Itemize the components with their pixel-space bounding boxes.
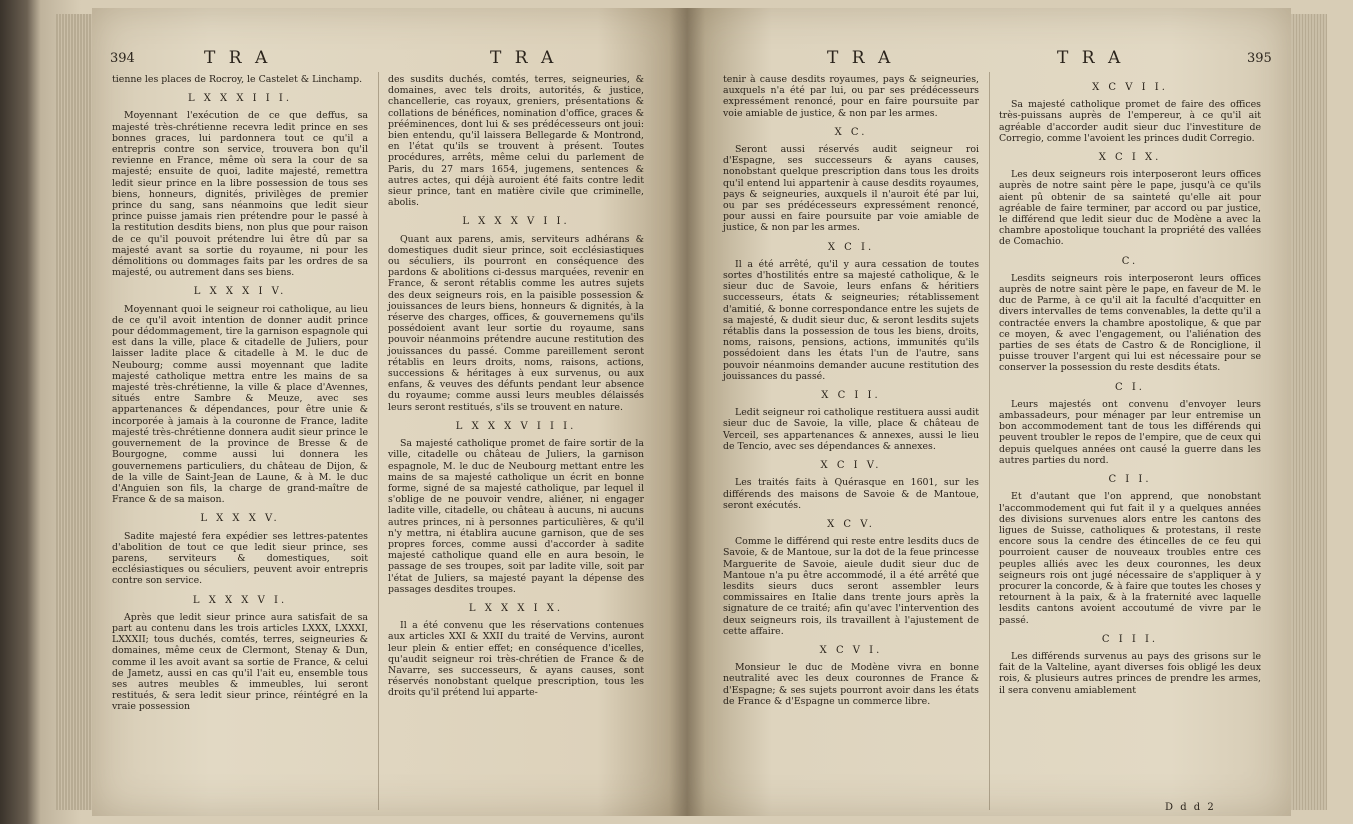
article-paragraph: Après que ledit sieur prince aura satisfait de sa part au contenu dans les trois articles LXXX, LXXXI, LXXXII; tous duchés, comtés, terres, seigneuries & domaines, même ceux de Clermont, Stenay & Dun, comme il les avoit avant sa sortie de France, & celui de Jametz, aussi en cas qu'il l'ait eu, ensemble tous ses autres meubles & immeubles, lui seront restitués, & sera ledit sieur prince, réintégré en la vraie possession [112, 611, 368, 713]
article-paragraph: Monsieur le duc de Modène vivra en bonne neutralité avec les deux couronnes de France & d'Espagne; & ses sujets pourront avoir dans les états de France & d'Espagne un commerce libre. [723, 662, 979, 707]
article-paragraph: Comme le différend qui reste entre lesdits ducs de Savoie, & de Mantoue, sur la dot de la feue princesse Marguerite de Savoie, aieule dudit sieur duc de Mantoue n'a pu être accommodé, il a été arrêté que lesdits sieurs ducs seront assembler leurs commissaires en Italie dans trente jours après la signature de ce traité; afin qu'avec l'intervention des deux seigneurs rois, ils travaillent à l'ajustement de cette affaire. [723, 536, 979, 637]
article-heading: L X X X I X. [468, 602, 564, 614]
article-heading: L X X X V. [200, 513, 280, 525]
column-divider [378, 72, 379, 810]
article-heading: X C V. [827, 518, 875, 530]
article-paragraph: tenir à cause desdits royaumes, pays & seigneuries, auxquels n'a été par lui, ou par ses prédécesseurs expressément renoncé, pour en faire poursuite par voie amiable de justice, & non par les armes. [723, 74, 979, 119]
article-heading: X C. [834, 126, 868, 138]
article-heading: X C I. [827, 241, 875, 253]
running-head-left-col1: T R A [204, 48, 272, 68]
signature-mark: D d d 2 [1165, 802, 1216, 813]
article-paragraph: Les traités faits à Quérasque en 1601, sur les différends des maisons de Savoie & de Mantoue, seront exécutés. [723, 477, 979, 511]
article-heading: X C I X. [1098, 152, 1162, 164]
page-edges-left [56, 14, 92, 810]
right-page-column-1 [723, 74, 979, 707]
article-paragraph: Sadite majesté fera expédier ses lettres-patentes d'abolition de tout ce que ledit sieur prince, ses parens, serviteurs & domestiques, soit ecclésiastiques ou séculiers, peuvent avoir entrepris contre son service. [112, 530, 368, 587]
article-paragraph: Il a été convenu que les réservations contenues aux articles XXI & XXII du traité de Vervins, auront leur plein & entier effet; en conséquence d'icelles, qu'audit seigneur roi très-chrétien de France & de Navarre, ses successeurs, & ayans causes, sont réservés nonobstant quelque prescription, tous les droits qu'il prétend lui apparte- [388, 620, 644, 699]
right-page-column-2 [999, 74, 1261, 696]
article-paragraph: des susdits duchés, comtés, terres, seigneuries, & domaines, avec tels droits, autorités, & justice, chancellerie, cas royaux, greniers, présentations & collations de bénéfices, nomination d'office, graces & prééminences, dont lui & ses prédécesseurs ont joui: bien entendu, qu'il laissera Bellegarde & Montrond, en l'état qu'ils se trouvent à présent. Toutes procédures, arrêts, même celui du parlement de Paris, du 27 mars 1654, jugemens, sentences & autres actes, qui déjà auroient été faits contre ledit sieur prince, tant en matière civile que criminelle, abolis. [388, 74, 644, 209]
article-heading: C I. [1115, 381, 1145, 393]
article-heading: C I I. [1108, 474, 1152, 486]
left-page-column-2 [388, 74, 644, 699]
page-edges-right [1291, 14, 1327, 810]
article-paragraph: Moyennant l'exécution de ce que deffus, sa majesté très-chrétienne recevra ledit prince en ses bonnes graces, lui pardonnera tout ce qu'il a entrepris contre son service, trouvera bon qu'il revienne en France, même où sera la cour de sa majesté; ensuite de quoi, ladite majesté, remettra ledit sieur prince en la libre possession de tous ses biens, honneurs, dignités, privilèges de premier prince du sang, sans néanmoins que ledit sieur prince puisse jamais rien prétendre pour le passé à la restitution desdits biens, non plus que pour raison de ce qu'il pouvoit prétendre lui être dû par sa majesté avant sa sortie du royaume, ni pour les démolitions ou dommages faits par les ordres de sa majesté, ou autrement dans ses biens. [112, 110, 368, 279]
article-paragraph: Leurs majestés ont convenu d'envoyer leurs ambassadeurs, pour ménager par leur entremise un bon accommodement tant de tous les différends qui peuvent troubler le repos de l'empire, que de ceux qui depuis quelques années ont causé la guerre dans les autres parties du nord. [999, 398, 1261, 466]
article-paragraph: Ledit seigneur roi catholique restituera aussi audit sieur duc de Savoie, la ville, place & château de Verceil, ses appartenances & annexes, aussi le lieu de Tencio, avec ses dépendances & annexes. [723, 407, 979, 452]
article-heading: X C V I I. [1092, 82, 1168, 93]
running-head-right-col2: T R A [1057, 48, 1125, 68]
article-heading: X C V I. [819, 644, 883, 656]
running-head-right-col1: T R A [827, 48, 895, 68]
article-heading: C. [1121, 255, 1139, 267]
left-page [92, 8, 687, 816]
article-paragraph: Sa majesté catholique promet de faire des offices très-puissans auprès de l'empereur, à ce qu'il ait agréable d'accorder audit sieur duc l'investiture de Corregio, comme l'avoient les princes dudit Corregio. [999, 99, 1261, 144]
article-paragraph: Et d'autant que l'on apprend, que nonobstant l'accommodement qui fut fait il y a quelques années des divisions survenues alors entre les cantons des ligues de Suisse, catholiques & protestans, il reste encore sous la cendre des étincelles de ce feu qui pourroient causer de nouveaux troubles entre ces peuples alliés avec les deux couronnes, les deux seigneurs rois ont jugé nécessaire de s'appliquer à y procurer la concorde, & à faire que toutes les choses y retournent à la paix, & à la fraternité avec laquelle lesdits cantons avoient accoutumé de vivre par le passé. [999, 491, 1261, 626]
article-paragraph: Sa majesté catholique promet de faire sortir de la ville, citadelle ou château de Juliers, la garnison espagnole, M. le duc de Neubourg mettant entre les mains de sa majesté catholique un écrit en bonne forme, signé de sa majesté catholique, par lequel il s'oblige de ne pouvoir vendre, aliéner, ni engager ladite ville, citadelle, ou château à aucuns, ni aucuns autres princes, ni à personnes particulières, & qu'il n'y mettra, ni établira aucune garnison, que de ses propres forces, comme aussi d'accorder à sadite majesté catholique quand elle en aura besoin, le passage de ses troupes, soit par ladite ville, soit par l'état de Juliers, sa majesté payant la dépense des passages desdites troupes. [388, 438, 644, 595]
running-head-left-col2: T R A [490, 48, 558, 68]
article-heading: L X X X I I I. [187, 93, 293, 105]
page-number-left: 394 [110, 51, 135, 66]
article-paragraph: Quant aux parens, amis, serviteurs adhérans & domestiques dudit sieur prince, soit ecclésiastiques ou séculiers, ils pourront en conséquence des pardons & abolitions ci-dessus marquées, revenir en France, & seront rétablis comme les autres sujets des deux seigneurs rois, en la paisible possession & jouissances de leurs biens, honneurs & dignités, à la réserve des charges, offices, & gouvernemens qu'ils possédoient avant leur sortie du royaume, sans pouvoir néanmoins prétendre aucune restitution des jouissances du passé. Comme pareillement seront rétablis en leurs droits, noms, raisons, actions, successions & héritages à eux survenus, ou aux enfans, & veuves des défunts pendant leur absence du royaume; comme aussi leurs meubles délaissés leurs seront restitués, s'ils se trouvent en nature. [388, 233, 644, 413]
article-heading: L X X X V I I. [462, 216, 570, 228]
left-page-column-1 [112, 74, 368, 713]
article-heading: C I I I. [1101, 633, 1159, 645]
column-divider [989, 72, 990, 810]
article-paragraph: Lesdits seigneurs rois interposeront leurs offices auprès de notre saint père le pape, en faveur de M. le duc de Parme, à ce qu'il ait la faculté d'acquitter en divers intervalles de tems convenables, la dette qu'il a contractée envers la chambre apostolique, & que par ce moyen, & avec l'engagement, ou l'aliénation des parties de ses états de Castro & de Ronciglione, il puisse trouver l'argent qui lui est nécessaire pour se conserver la possession du reste desdits états. [999, 272, 1261, 374]
article-paragraph: Les deux seigneurs rois interposeront leurs offices auprès de notre saint père le pape, jusqu'à ce qu'ils aient pû obtenir de sa sainteté qu'elle ait pour agréable de faire terminer, par accord ou par justice, le différend que ledit sieur duc de Modène a avec la chambre apostolique touchant la propriété des vallées de Comachio. [999, 169, 1261, 248]
article-paragraph: Il a été arrêté, qu'il y aura cessation de toutes sortes d'hostilités entre sa majesté catholique, & le sieur duc de Savoie, leurs enfans & héritiers successeurs, états & seigneuries; rétablissement d'amitié, & bonne correspondance entre les sujets de sa majesté, & dudit sieur duc, & seront lesdits sujets rétablis dans la possession de tous les biens, droits, noms, raisons, pensions, actions, immunités qu'ils possédoient dans les états l'un de l'autre, sans pouvoir néanmoins demander aucune restitution des jouissances du passé. [723, 258, 979, 382]
article-heading: X C I I. [821, 390, 881, 402]
article-paragraph: Les différends survenus au pays des grisons sur le fait de la Valteline, ayant diverses fois obligé les deux rois, & plusieurs autres princes de prendre les armes, il sera convenu amiablement [999, 650, 1261, 696]
article-paragraph: Seront aussi réservés audit seigneur roi d'Espagne, ses successeurs & ayans causes, nonobstant quelque prescription dans tous les droits qu'il entend lui appartenir à cause desdits royaumes, pays & seigneuries, auxquels il n'auroit été par lui, ou par ses prédécesseurs expressément renoncé, pour aussi en faire poursuite par voie amiable de justice, & non par les armes. [723, 144, 979, 234]
right-page [687, 8, 1291, 816]
article-paragraph: tienne les places de Rocroy, le Castelet & Linchamp. [112, 74, 363, 85]
article-heading: L X X X V I I I. [455, 420, 577, 432]
page-number-right: 395 [1247, 51, 1272, 66]
article-heading: L X X X I V. [193, 286, 287, 298]
article-heading: L X X X V I. [192, 594, 288, 606]
article-heading: X C I V. [820, 460, 882, 472]
article-paragraph: Moyennant quoi le seigneur roi catholique, au lieu de ce qu'il avoit intention de donner audit prince pour dédommagement, tire la garnison espagnole qui est dans la ville, place & citadelle de Juliers, pour laisser ladite place & citadelle à M. le duc de Neubourg; comme aussi moyennant que ladite majesté catholique mettra entre les mains de sa majesté très-chrétienne, la ville & place d'Avennes, situés entre Sambre & Meuze, avec ses appartenances & dépendances, pour être unie & incorporée à jamais à la couronne de France, ladite majesté très-chrétienne donnera audit sieur prince le gouvernement de la province de Bresse & de Bourgogne, comme aussi lui donnera les gouvernemens particuliers, du château de Dijon, & de la ville de Saint-Jean de Laune, & à M. le duc d'Anguien son fils, la charge de grand-maître de France & de sa maison. [112, 303, 368, 506]
